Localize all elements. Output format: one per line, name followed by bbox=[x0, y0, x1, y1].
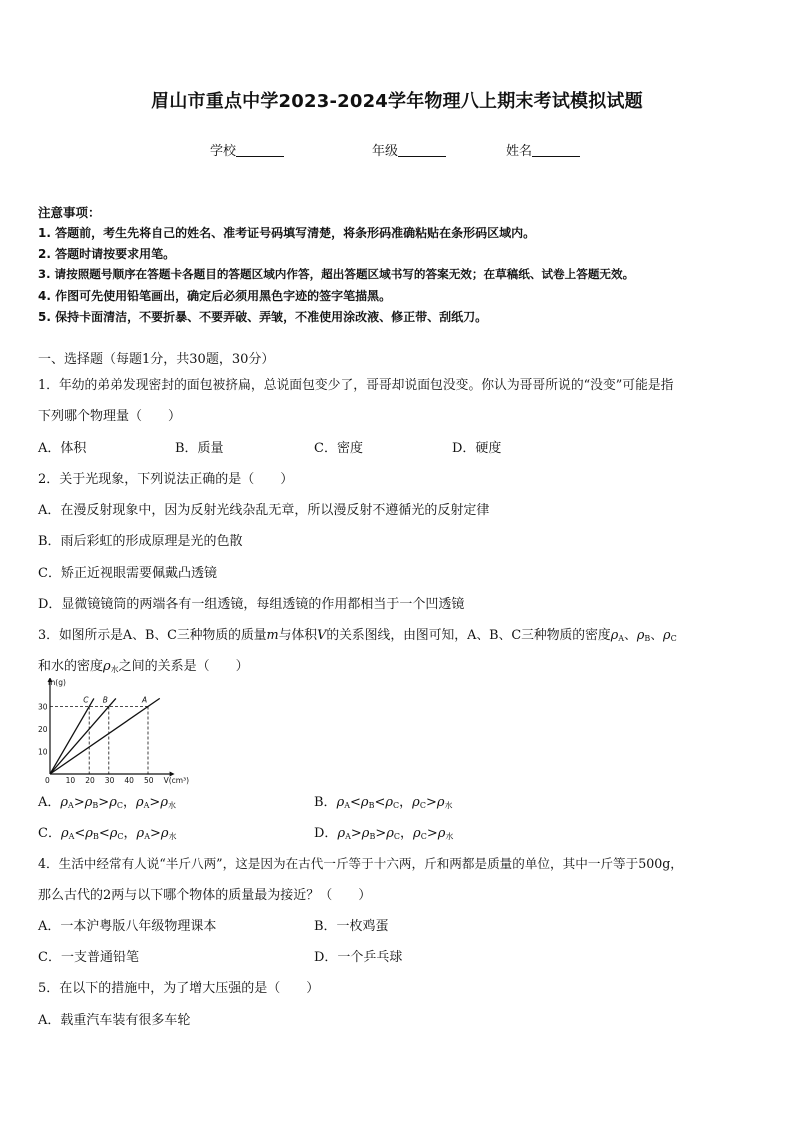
q4-stem-line2: 那么古代的2两与以下哪个物体的质量最为接近？（ ） bbox=[38, 888, 372, 903]
grade-blank[interactable] bbox=[398, 143, 446, 157]
subscript: C bbox=[117, 832, 124, 841]
rho-symbol: ρ bbox=[636, 628, 645, 643]
subscript: A bbox=[143, 801, 150, 810]
rho-symbol: ρ bbox=[361, 826, 370, 841]
q4-option-d[interactable]: D．一个乒乓球 bbox=[314, 950, 403, 965]
rho-symbol: ρ bbox=[437, 826, 446, 841]
rho-symbol: ρ bbox=[60, 795, 69, 810]
subscript: C bbox=[116, 801, 123, 810]
mass-volume-graph bbox=[36, 678, 196, 788]
x-tick-label: 10 bbox=[65, 776, 76, 785]
option-label: A． bbox=[38, 795, 61, 810]
rho-symbol: ρ bbox=[135, 795, 144, 810]
rho-symbol: ρ bbox=[60, 826, 69, 841]
rho-symbol: ρ bbox=[436, 795, 445, 810]
q3-option-b[interactable]: B．$\rho_A<\rho_B<\rho_C$，$\rho_C>\rho_水$ bbox=[314, 795, 453, 810]
subscript: A bbox=[68, 801, 74, 810]
subscript: A bbox=[618, 634, 625, 643]
school-blank[interactable] bbox=[236, 143, 284, 157]
rho-symbol: ρ bbox=[336, 795, 345, 810]
q3-text: 和水的密度 bbox=[38, 659, 104, 674]
series-label-B: B bbox=[102, 695, 108, 705]
subscript: B bbox=[644, 634, 651, 643]
subscript: A bbox=[68, 832, 75, 841]
q1-option-d[interactable]: D．硬度 bbox=[452, 441, 502, 456]
rho-symbol: ρ bbox=[663, 628, 671, 643]
rho-symbol: ρ bbox=[160, 795, 168, 810]
q1-option-c[interactable]: C．密度 bbox=[314, 441, 363, 456]
rho-symbol: ρ bbox=[136, 826, 145, 841]
q1-option-a[interactable]: A．体积 bbox=[38, 441, 87, 456]
school-label: 学校 bbox=[210, 144, 237, 159]
subscript: A bbox=[345, 832, 351, 841]
subscript: 水 bbox=[445, 832, 454, 841]
series-label-C: C bbox=[83, 695, 89, 705]
rho-symbol: ρ bbox=[413, 826, 421, 841]
q1-option-b[interactable]: B．质量 bbox=[175, 441, 224, 456]
subscript: A bbox=[144, 832, 150, 841]
q5-stem: 5．在以下的措施中，为了增大压强的是（ ） bbox=[38, 981, 320, 996]
note-item: 5. 保持卡面清洁，不要折暴、不要弄破、弄皱，不准使用涂改液、修正带、刮纸刀。 bbox=[38, 310, 488, 324]
y-tick-label: 10 bbox=[38, 747, 48, 757]
subscript: B bbox=[92, 832, 99, 841]
note-item: 2. 答题时请按要求用笔。 bbox=[38, 247, 176, 261]
q3-option-d[interactable]: D．$\rho_A>\rho_B>\rho_C$，$\rho_C>\rho_水$ bbox=[314, 826, 454, 841]
q4-stem-line1: 4．生活中经常有人说“半斤八两”，这是因为在古代一斤等于十六两，斤和两都是质量的单位，其中一斤等于500g， bbox=[38, 856, 683, 871]
q3-stem-line1: 3．如图所示是A、B、C三种物质的质量m与体积V的关系图线，由图可知，A、B、C三种物质的密度$\rho_A$、$\rho_B$、$\rho_C$ bbox=[38, 628, 677, 643]
subscript: 水 bbox=[167, 801, 176, 810]
rho-symbol: ρ bbox=[109, 795, 117, 810]
subscript: 水 bbox=[110, 665, 119, 674]
rho-symbol: ρ bbox=[610, 628, 619, 643]
subscript: C bbox=[670, 634, 677, 643]
subscript: C bbox=[393, 801, 400, 810]
x-tick-label: 30 bbox=[104, 776, 115, 785]
subscript: B bbox=[92, 801, 99, 810]
subscript: 水 bbox=[444, 801, 453, 810]
q3-text: 之间的关系是（ ） bbox=[118, 659, 249, 674]
x-tick-label: 50 bbox=[144, 776, 154, 785]
page-title: 眉山市重点中学2023-2024学年物理八上期末考试模拟试题 bbox=[151, 91, 643, 112]
subscript: 水 bbox=[168, 832, 177, 841]
rho-symbol: ρ bbox=[337, 826, 346, 841]
q1-stem-line1: 1．年幼的弟弟发现密封的面包被挤扁，总说面包变少了，哥哥却说面包没变。你认为哥哥所说的“没变”可能是指 bbox=[38, 378, 674, 393]
rho-symbol: ρ bbox=[109, 826, 118, 841]
x-axis-label: V(cm³) bbox=[163, 776, 190, 785]
q3-option-c[interactable]: C．$\rho_A<\rho_B<\rho_C$，$\rho_A>\rho_水$ bbox=[38, 826, 177, 841]
rho-symbol: ρ bbox=[412, 795, 420, 810]
rho-symbol: ρ bbox=[84, 795, 93, 810]
subscript: C bbox=[393, 832, 401, 841]
option-label: C． bbox=[38, 826, 61, 841]
subscript: A bbox=[344, 801, 350, 810]
q2-option-d[interactable]: D．显微镜镜筒的两端各有一组透镜，每组透镜的作用都相当于一个凹透镜 bbox=[38, 597, 465, 612]
name-blank[interactable] bbox=[532, 143, 580, 157]
option-label: D． bbox=[314, 826, 338, 841]
q5-option-a[interactable]: A．载重汽车装有很多车轮 bbox=[38, 1013, 191, 1028]
note-item: 4. 作图可先使用铅笔画出，确定后必须用黑色字迹的签字笔描黑。 bbox=[38, 289, 392, 303]
option-label: B． bbox=[314, 795, 337, 810]
q1-stem-line2: 下列哪个物理量（ ） bbox=[38, 409, 182, 424]
graph-series bbox=[50, 695, 160, 774]
q3-text: 与体积 bbox=[278, 628, 318, 643]
volume-symbol: V bbox=[317, 628, 327, 643]
x-tick-label: 0 bbox=[45, 776, 50, 785]
q4-option-b[interactable]: B．一枚鸡蛋 bbox=[314, 919, 389, 934]
rho-symbol: ρ bbox=[85, 826, 93, 841]
subscript: B bbox=[369, 832, 376, 841]
subscript: C bbox=[419, 801, 426, 810]
school-field[interactable] bbox=[210, 140, 284, 159]
rho-symbol: ρ bbox=[386, 826, 394, 841]
q4-option-a[interactable]: A．一本沪粤版八年级物理课本 bbox=[38, 919, 217, 934]
q4-option-c[interactable]: C．一支普通铅笔 bbox=[38, 950, 139, 965]
q3-option-a[interactable]: A．$\rho_A>\rho_B>\rho_C$，$\rho_A>\rho_水$ bbox=[38, 795, 176, 810]
q2-option-b[interactable]: B．雨后彩虹的形成原理是光的色散 bbox=[38, 534, 243, 549]
section-heading: 一、选择题（每题1分，共30题，30分） bbox=[38, 352, 275, 367]
q2-option-c[interactable]: C．矫正近视眼需要佩戴凸透镜 bbox=[38, 566, 217, 581]
q3-stem-line2 bbox=[38, 655, 249, 675]
subscript: C bbox=[420, 832, 427, 841]
x-tick-label: 20 bbox=[85, 776, 95, 785]
graph-labels bbox=[38, 678, 189, 785]
y-tick-label: 20 bbox=[38, 725, 48, 734]
name-label: 姓名 bbox=[506, 144, 533, 159]
mass-symbol: m bbox=[266, 628, 279, 643]
y-tick-label: 30 bbox=[38, 702, 48, 712]
q3-text: 的关系图线，由图可知，A、B、C三种物质的密度 bbox=[326, 628, 611, 643]
series-label-A: A bbox=[142, 695, 148, 705]
note-item: 3. 请按照题号顺序在答题卡各题目的答题区域内作答，超出答题区域书写的答案无效；在草稿纸、试卷上答题无效。 bbox=[38, 267, 635, 281]
rho-symbol: ρ bbox=[103, 659, 111, 674]
graph-axes bbox=[48, 678, 175, 777]
rho-symbol: ρ bbox=[385, 795, 394, 810]
subscript: B bbox=[368, 801, 375, 810]
series-line-A bbox=[50, 695, 160, 774]
note-item: 1. 答题前，考生先将自己的姓名、准考证号码填写清楚，将条形码准确粘贴在条形码区域内。 bbox=[38, 226, 536, 240]
grade-field[interactable] bbox=[372, 140, 446, 159]
name-field[interactable] bbox=[506, 140, 580, 159]
q3-text: 3．如图所示是A、B、C三种物质的质量 bbox=[38, 628, 267, 643]
series-line-C bbox=[50, 695, 94, 774]
y-axis-label: m(g) bbox=[48, 678, 66, 687]
q2-stem: 2．关于光现象，下列说法正确的是（ ） bbox=[38, 472, 294, 487]
x-tick-label: 40 bbox=[124, 776, 134, 785]
grade-label: 年级 bbox=[372, 144, 399, 159]
rho-symbol: ρ bbox=[360, 795, 369, 810]
notes-heading: 注意事项： bbox=[38, 205, 101, 220]
q2-option-a[interactable]: A．在漫反射现象中，因为反射光线杂乱无章，所以漫反射不遵循光的反射定律 bbox=[38, 503, 490, 518]
rho-symbol: ρ bbox=[160, 826, 169, 841]
